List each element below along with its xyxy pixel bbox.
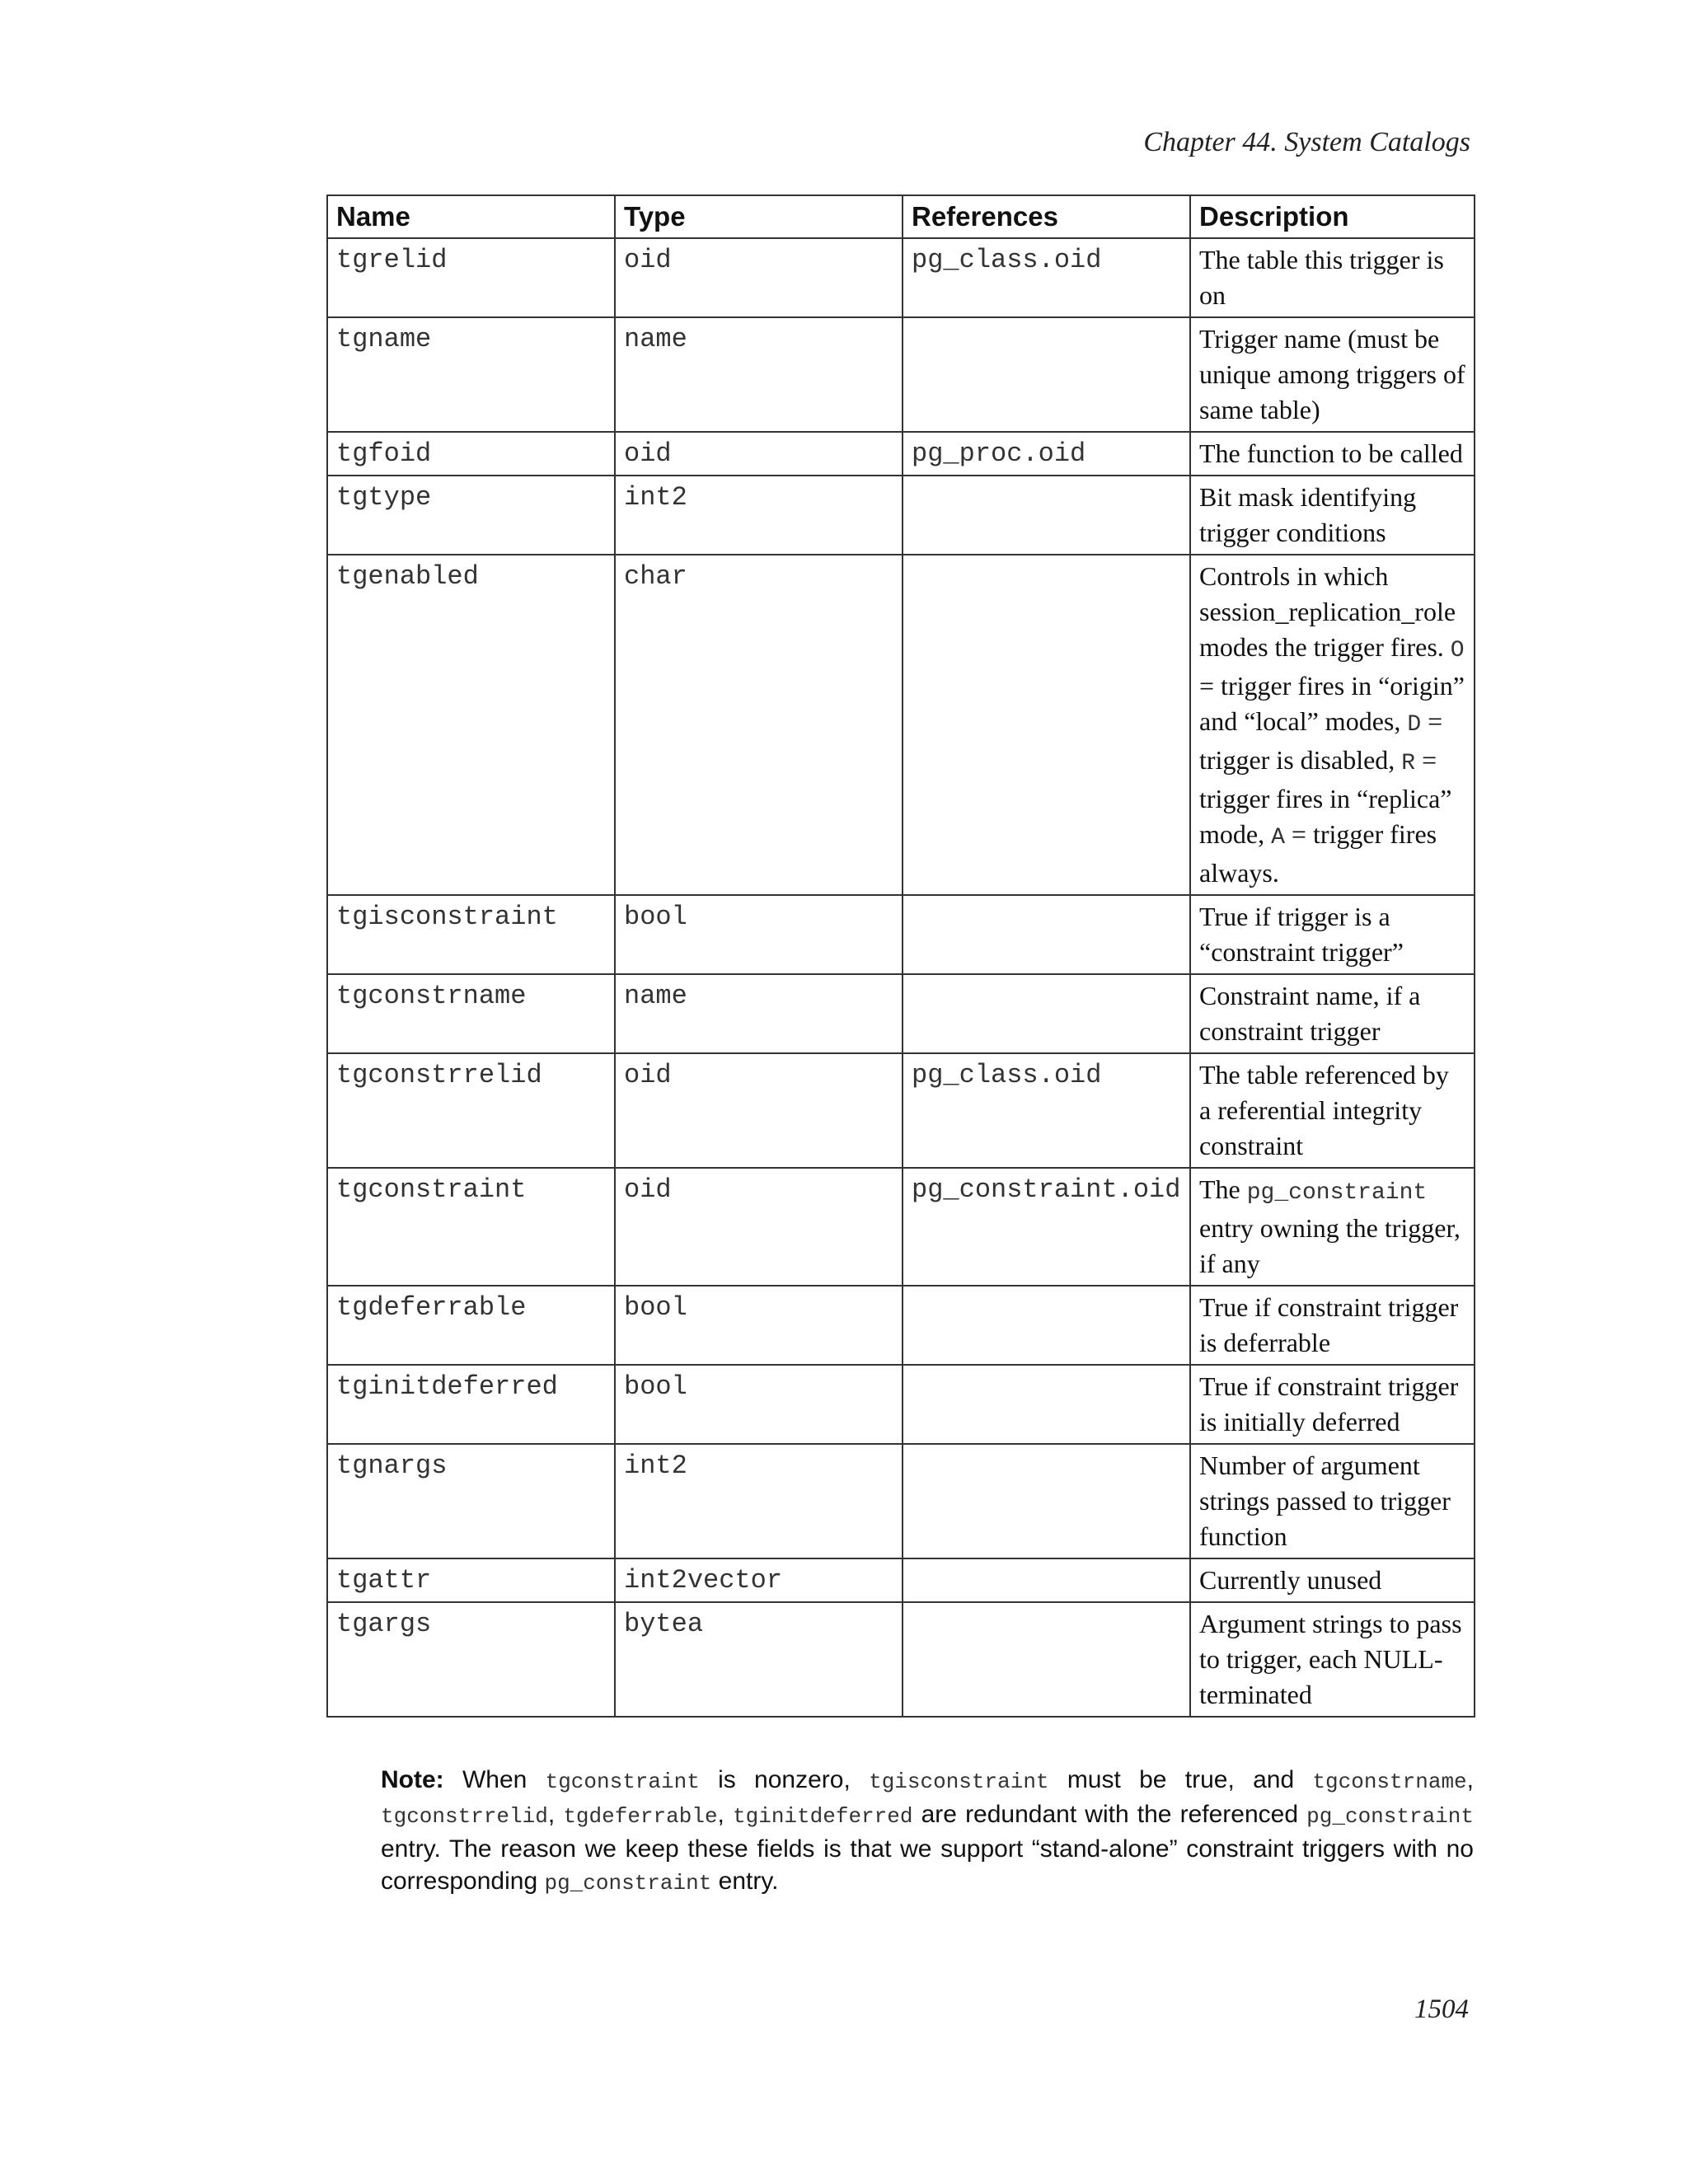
cell-description: The table referenced by a referential integrity constraint xyxy=(1190,1053,1475,1168)
note-text: entry. The reason we keep these fields is that we support “stand-alone” constraint triggers with no corresponding xyxy=(381,1835,1474,1895)
cell-description: Currently unused xyxy=(1190,1558,1475,1602)
cell-references xyxy=(903,1444,1190,1558)
description-text: The xyxy=(1199,1174,1247,1204)
page-number: 1504 xyxy=(1414,1994,1469,2024)
cell-name: tgtype xyxy=(327,476,615,555)
cell-name: tgconstrrelid xyxy=(327,1053,615,1168)
note-text: are redundant with the referenced xyxy=(912,1801,1307,1828)
table-row xyxy=(327,895,1475,974)
cell-name: tgnargs xyxy=(327,1444,615,1558)
cell-name: tgdeferrable xyxy=(327,1286,615,1365)
note-text: , xyxy=(547,1801,564,1828)
cell-references xyxy=(903,1286,1190,1365)
cell-type: char xyxy=(615,555,903,895)
cell-references xyxy=(903,895,1190,974)
table-row xyxy=(327,1286,1475,1365)
table-row xyxy=(327,1053,1475,1168)
table-row xyxy=(327,1444,1475,1558)
note-paragraph xyxy=(381,1764,1474,1900)
cell-references: pg_class.oid xyxy=(903,1053,1190,1168)
description-text: Controls in which session_replication_role modes the trigger fires. xyxy=(1199,561,1456,662)
column-header-references: References xyxy=(903,195,1190,238)
table-row xyxy=(327,476,1475,555)
cell-description: Number of argument strings passed to trigger function xyxy=(1190,1444,1475,1558)
cell-description: Constraint name, if a constraint trigger xyxy=(1190,974,1475,1053)
description-text: = trigger fires always. xyxy=(1199,819,1437,888)
cell-references xyxy=(903,476,1190,555)
note-label: Note: xyxy=(381,1766,444,1793)
table-body xyxy=(327,238,1475,1717)
description-text: = trigger fires in “origin” and “local” modes, xyxy=(1199,671,1465,736)
table-row xyxy=(327,432,1475,476)
cell-type: bool xyxy=(615,1286,903,1365)
pg-trigger-columns-table xyxy=(326,194,1475,1718)
cell-type: int2 xyxy=(615,476,903,555)
column-header-name: Name xyxy=(327,195,615,238)
cell-description: The table this trigger is on xyxy=(1190,238,1475,317)
table-row xyxy=(327,317,1475,432)
cell-description xyxy=(1190,1168,1475,1286)
cell-name: tgconstraint xyxy=(327,1168,615,1286)
cell-type: int2 xyxy=(615,1444,903,1558)
cell-references xyxy=(903,1558,1190,1602)
note-text: must be true, and xyxy=(1048,1766,1313,1793)
cell-type: bool xyxy=(615,895,903,974)
cell-type: int2vector xyxy=(615,1558,903,1602)
cell-type: bytea xyxy=(615,1602,903,1717)
note-code: tgisconstraint xyxy=(869,1769,1049,1794)
cell-description: Argument strings to pass to trigger, each NULL-terminated xyxy=(1190,1602,1475,1717)
cell-description xyxy=(1190,555,1475,895)
cell-name: tgconstrname xyxy=(327,974,615,1053)
note-body xyxy=(381,1766,1474,1895)
cell-description: Trigger name (must be unique among triggers of same table) xyxy=(1190,317,1475,432)
cell-description: True if constraint trigger is initially deferred xyxy=(1190,1365,1475,1444)
cell-name: tgisconstraint xyxy=(327,895,615,974)
note-code: tgconstrrelid xyxy=(381,1804,548,1829)
description-code: O xyxy=(1450,638,1465,663)
description-text: = trigger is disabled, xyxy=(1199,706,1443,775)
cell-name: tgfoid xyxy=(327,432,615,476)
cell-name: tgargs xyxy=(327,1602,615,1717)
description-code: pg_constraint xyxy=(1246,1180,1428,1206)
cell-type: oid xyxy=(615,1168,903,1286)
cell-references: pg_proc.oid xyxy=(903,432,1190,476)
note-text: entry. xyxy=(711,1868,779,1895)
note-code: tgconstraint xyxy=(545,1769,700,1794)
description-text: entry owning the trigger, if any xyxy=(1199,1213,1461,1278)
cell-references xyxy=(903,1602,1190,1717)
cell-name: tgattr xyxy=(327,1558,615,1602)
cell-references xyxy=(903,1365,1190,1444)
cell-type: name xyxy=(615,974,903,1053)
column-header-type: Type xyxy=(615,195,903,238)
note-text: is nonzero, xyxy=(699,1766,870,1793)
table-row xyxy=(327,555,1475,895)
cell-description: True if constraint trigger is deferrable xyxy=(1190,1286,1475,1365)
description-code: D xyxy=(1407,712,1422,738)
cell-references xyxy=(903,317,1190,432)
chapter-header: Chapter 44. System Catalogs xyxy=(1143,127,1470,157)
note-code: tginitdeferred xyxy=(733,1804,913,1829)
note-text: , xyxy=(1466,1766,1474,1793)
cell-name: tgenabled xyxy=(327,555,615,895)
note-text: When xyxy=(443,1766,546,1793)
cell-description: Bit mask identifying trigger conditions xyxy=(1190,476,1475,555)
table-row xyxy=(327,238,1475,317)
cell-name: tginitdeferred xyxy=(327,1365,615,1444)
cell-references: pg_class.oid xyxy=(903,238,1190,317)
description-code: R xyxy=(1401,751,1416,776)
note-code: tgdeferrable xyxy=(563,1804,718,1829)
note-code: tgconstrname xyxy=(1312,1769,1467,1794)
table-header-row xyxy=(327,195,1475,238)
description-code: A xyxy=(1271,825,1285,851)
cell-name: tgrelid xyxy=(327,238,615,317)
description-text: = trigger fires in “replica” mode, xyxy=(1199,745,1452,849)
cell-description: The function to be called xyxy=(1190,432,1475,476)
cell-references xyxy=(903,974,1190,1053)
cell-description: True if trigger is a “constraint trigger” xyxy=(1190,895,1475,974)
table-row xyxy=(327,974,1475,1053)
cell-references xyxy=(903,555,1190,895)
table-row xyxy=(327,1168,1475,1286)
cell-name: tgname xyxy=(327,317,615,432)
table-row xyxy=(327,1602,1475,1717)
column-header-description: Description xyxy=(1190,195,1475,238)
note-code: pg_constraint xyxy=(1306,1804,1475,1829)
note-text: , xyxy=(717,1801,734,1828)
cell-type: oid xyxy=(615,238,903,317)
note-code: pg_constraint xyxy=(544,1871,712,1896)
cell-type: oid xyxy=(615,1053,903,1168)
table-row xyxy=(327,1365,1475,1444)
cell-type: name xyxy=(615,317,903,432)
cell-type: oid xyxy=(615,432,903,476)
table-row xyxy=(327,1558,1475,1602)
cell-type: bool xyxy=(615,1365,903,1444)
cell-references: pg_constraint.oid xyxy=(903,1168,1190,1286)
